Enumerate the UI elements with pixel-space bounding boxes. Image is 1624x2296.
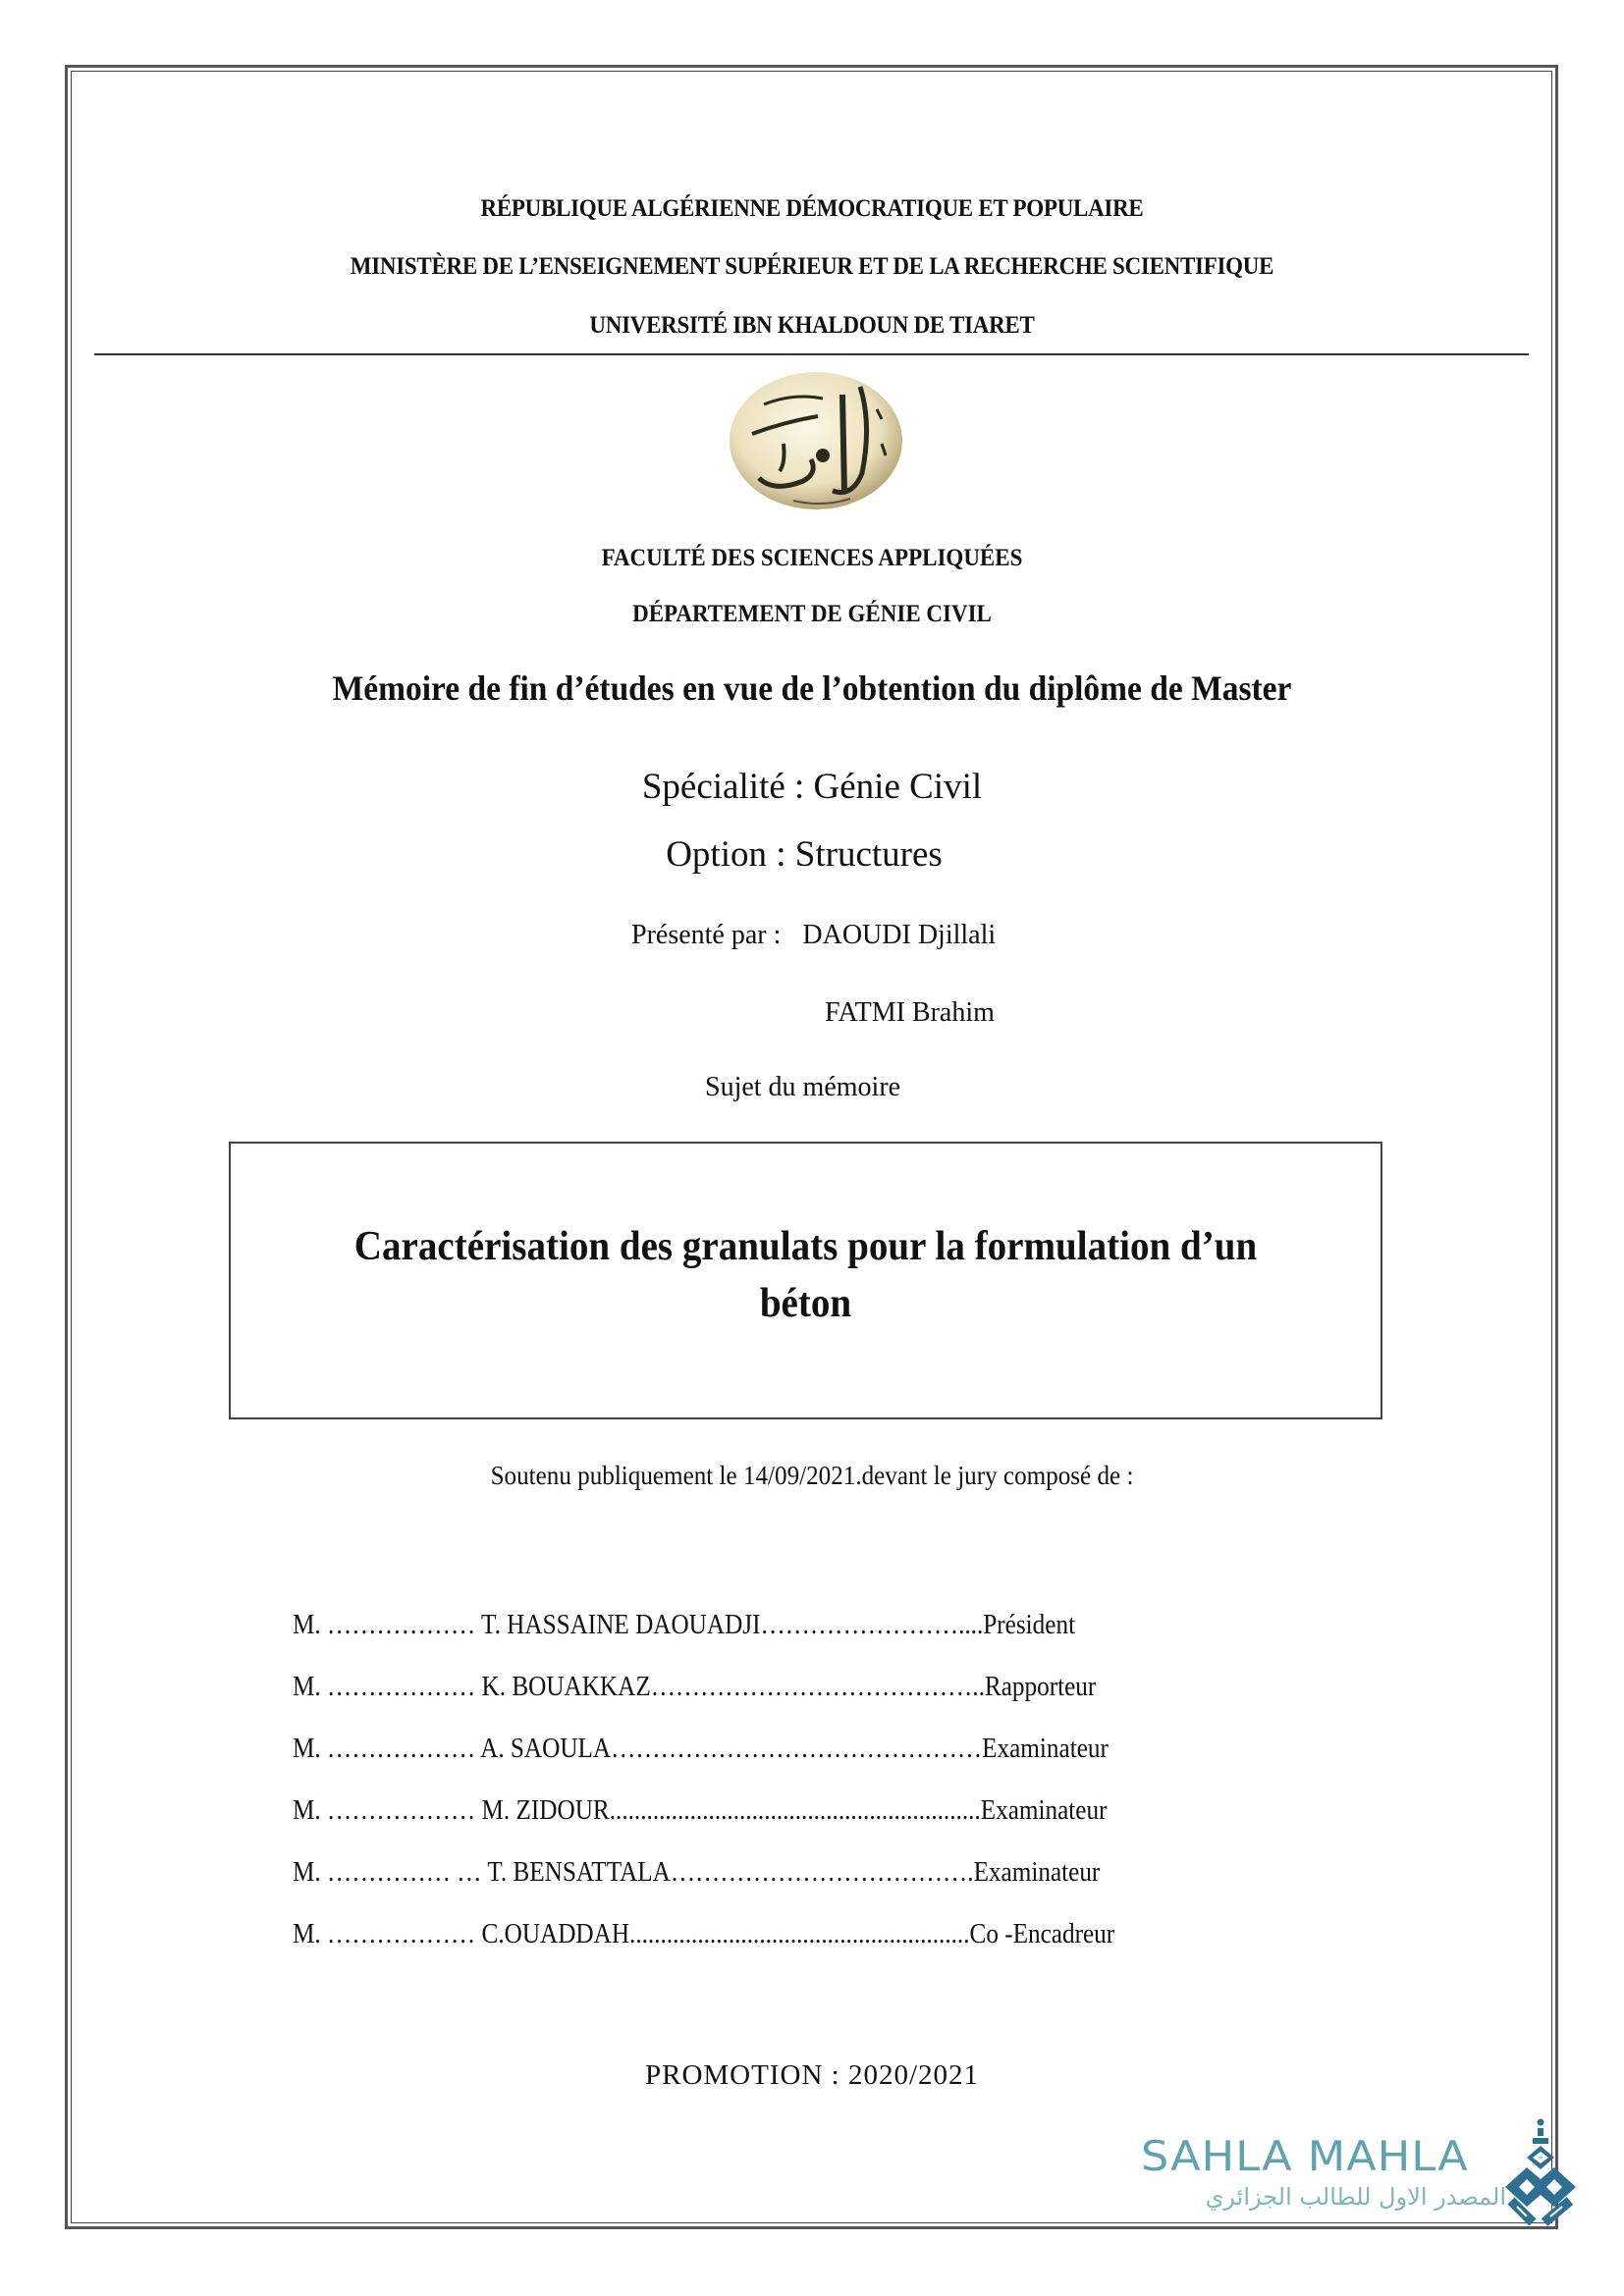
- department-name: DÉPARTEMENT DE GÉNIE CIVIL: [632, 601, 992, 627]
- jury-prefix: M. …………… …: [293, 1857, 488, 1888]
- jury-leader: …………………………………..: [650, 1672, 985, 1702]
- faculty-name: FACULTÉ DES SCIENCES APPLIQUÉES: [601, 545, 1023, 571]
- header-ministry: MINISTÈRE DE L’ENSEIGNEMENT SUPÉRIEUR ET DE LA RECHERCHE SCIENTIFIQUE: [350, 253, 1274, 280]
- jury-name: K. BOUAKKAZ: [481, 1672, 651, 1702]
- jury-member: [293, 1672, 1114, 1734]
- jury-name: T. HASSAINE DAOUADJI: [481, 1610, 761, 1640]
- jury-prefix: M. ………………: [293, 1795, 482, 1826]
- jury-prefix: M. ………………: [293, 1919, 482, 1949]
- jury-prefix: M. ………………: [293, 1734, 481, 1764]
- watermark-tagline: المصدر الاول للطالب الجزائري: [1205, 2183, 1506, 2211]
- jury-prefix: M. ………………: [293, 1610, 482, 1640]
- subject-label: Sujet du mémoire: [705, 1072, 901, 1102]
- subject-title: [271, 1218, 1340, 1332]
- subject-box: [229, 1142, 1382, 1419]
- presented-by-label: Présenté par :: [631, 920, 782, 950]
- watermark-brand: SAHLA MAHLA: [1141, 2132, 1469, 2180]
- header-republic: RÉPUBLIQUE ALGÉRIENNE DÉMOCRATIQUE ET POPULAIRE: [480, 195, 1144, 222]
- jury-leader: ……………………………….: [670, 1857, 974, 1888]
- jury-list: [293, 1610, 1206, 1981]
- jury-name: M. ZIDOUR: [481, 1795, 610, 1826]
- student-name: FATMI Brahim: [825, 997, 995, 1028]
- jury-leader: .......................................................: [629, 1919, 970, 1949]
- jury-leader: ………………………………………: [611, 1734, 983, 1764]
- promotion: PROMOTION : 2020/2021: [644, 2059, 979, 2091]
- jury-leader: ............................................................: [609, 1795, 981, 1826]
- jury-member: [293, 1610, 1114, 1672]
- jury-role: Président: [983, 1610, 1076, 1640]
- jury-name: T. BENSATTALA: [487, 1857, 671, 1888]
- jury-role: Examinateur: [982, 1734, 1109, 1764]
- speciality: Spécialité : Génie Civil: [641, 767, 983, 807]
- sahla-mahla-emblem-icon: [1497, 2116, 1578, 2226]
- jury-role: Examinateur: [973, 1857, 1101, 1888]
- jury-member: [293, 1919, 1114, 1981]
- university-seal-icon: [725, 365, 907, 512]
- header-university: UNIVERSITÉ IBN KHALDOUN DE TIARET: [589, 312, 1035, 339]
- jury-leader: ……………………....: [760, 1610, 984, 1640]
- sahla-mahla-watermark: [1129, 2110, 1581, 2228]
- presented-by-row: [631, 920, 996, 951]
- jury-role: Examinateur: [980, 1795, 1108, 1826]
- jury-member: [293, 1795, 1114, 1857]
- jury-role: Rapporteur: [984, 1672, 1097, 1702]
- thesis-heading: Mémoire de fin d’études en vue de l’obtention du diplôme de Master: [332, 668, 1292, 708]
- jury-prefix: M. ………………: [293, 1672, 482, 1702]
- jury-member: [293, 1857, 1114, 1919]
- subject-title-line: Caractérisation des granulats pour la formulation d’un: [353, 1224, 1258, 1269]
- option: Option : Structures: [666, 834, 943, 875]
- student-name: DAOUDI Djillali: [802, 920, 997, 950]
- header-divider: [94, 353, 1529, 355]
- subject-title-line: béton: [759, 1281, 852, 1326]
- jury-name: C.OUADDAH: [481, 1919, 630, 1949]
- jury-name: A. SAOULA: [480, 1734, 612, 1764]
- jury-role: Co -Encadreur: [969, 1919, 1115, 1949]
- jury-member: [293, 1734, 1114, 1795]
- defense-statement: Soutenu publiquement le 14/09/2021.devant le jury composé de :: [490, 1461, 1134, 1490]
